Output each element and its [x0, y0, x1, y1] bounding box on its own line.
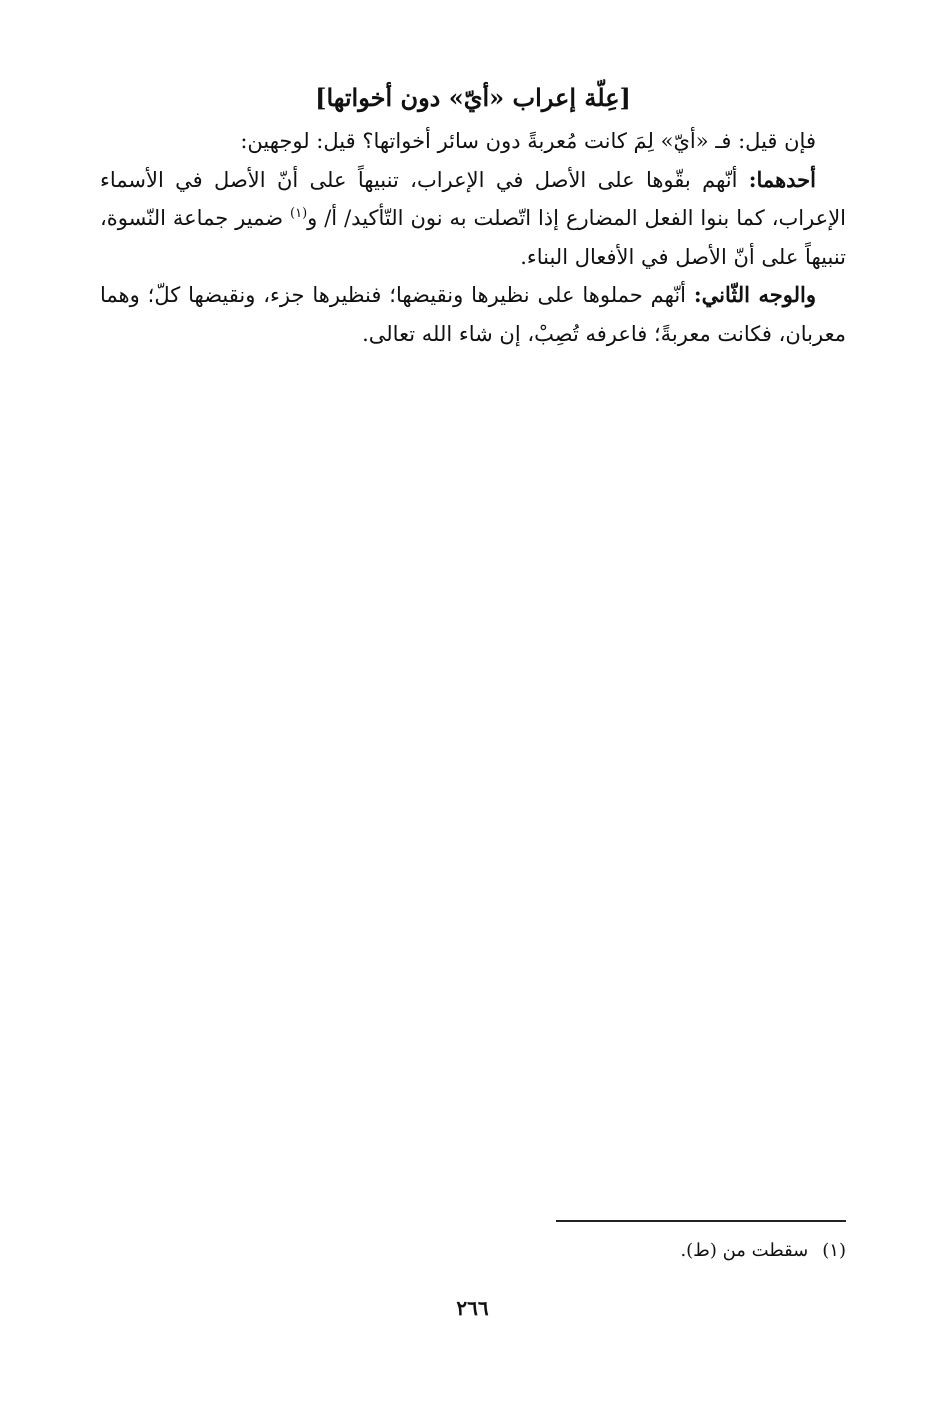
- paragraph-question-text: فإن قيل: فـ «أيّ» لِمَ كانت مُعربةً دون سائر أخواتها؟ قيل: لوجهين:: [240, 129, 816, 153]
- paragraph-first-reason: [100, 161, 846, 277]
- footnote-marker[interactable]: (١): [290, 206, 308, 221]
- second-reason-lead: والوجه الثّاني:: [693, 282, 816, 307]
- first-reason-text-after: ضمير جماعة النّسوة، تنبيهاً على أنّ الأصل في الأفعال البناء.: [100, 206, 846, 269]
- second-reason-text: أنّهم حملوها على نظيرها ونقيضها؛ فنظيرها جزء، ونقيضها كلّ؛ وهما معربان، فكانت معربةً؛ فاعرفه تُصِبْ، إن شاء الله تعالى.: [100, 283, 846, 346]
- footnote-number: (١): [822, 1240, 846, 1261]
- footnote-text: سقطت من (ط).: [680, 1240, 809, 1261]
- paragraph-second-reason: [100, 276, 846, 353]
- main-text-block: [100, 78, 846, 353]
- footnote: [500, 1236, 846, 1266]
- first-reason-text-before: أنّهم بقّوها على الأصل في الإعراب، تنبيهاً على أنّ الأصل في الأسماء الإعراب، كما بنوا الفعل المضارع إذا اتّصلت به نون التّأكيد/ أ/ و: [100, 167, 846, 230]
- first-reason-lead: أحدهما:: [748, 166, 816, 192]
- section-heading: [عِلّة إعراب «أيّ» دون أخواتها]: [315, 83, 631, 112]
- footnote-divider: [556, 1220, 846, 1222]
- page-number: ٢٦٦: [456, 1296, 489, 1320]
- paragraph-question: [100, 122, 846, 161]
